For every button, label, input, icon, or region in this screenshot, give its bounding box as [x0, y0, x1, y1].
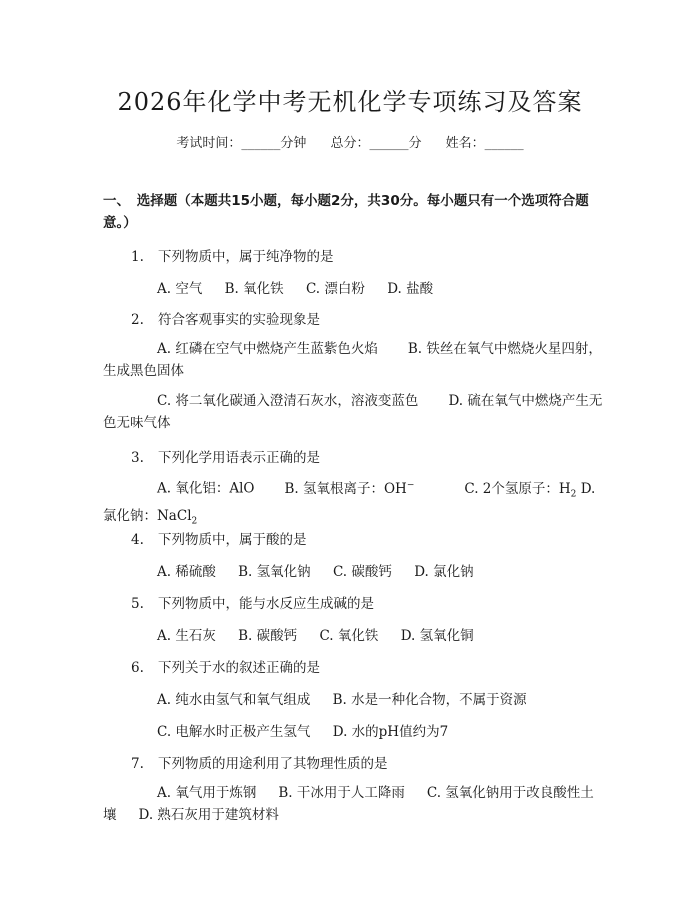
question-2 [131, 308, 320, 328]
option-a: A. 氧化铝：AlO [157, 480, 255, 497]
option-a: A. 氧气用于炼钢 [157, 785, 257, 801]
question-6 [131, 656, 320, 676]
option-c: C. 2个氢原子：$H_2$ [464, 480, 577, 500]
option-c: C. 碳酸钙 [332, 564, 392, 580]
option-d: D. 硫在氧气中燃烧产生无色无味气体 [103, 393, 603, 431]
question-text: 下列化学用语表示正确的是 [158, 450, 320, 466]
question-6-options-cd [157, 720, 466, 740]
subscript: 2 [191, 516, 198, 527]
question-4 [131, 528, 307, 548]
option-c: C. 电解水时正极产生氢气 [157, 724, 311, 740]
question-5-options [157, 624, 492, 644]
option-b: B. 氧化铁 [224, 281, 284, 297]
option-c: C. 将二氧化碳通入澄清石灰水，溶液变蓝色 [157, 393, 419, 409]
option-d: D. 氢氧化铜 [400, 628, 474, 644]
name-label: 姓名：______ [445, 136, 524, 151]
question-7-options [103, 782, 603, 826]
option-c: C. 氢氧化钠用于改良酸性土壤 [103, 785, 594, 823]
question-1-options [157, 277, 451, 297]
question-number: 6. [131, 660, 144, 676]
charge-superscript: − [406, 480, 415, 490]
question-text: 下列关于水的叙述正确的是 [158, 660, 320, 676]
question-text: 下列物质中，属于纯净物的是 [158, 249, 334, 265]
page-title: 2026年化学中考无机化学专项练习及答案 [117, 88, 583, 116]
question-text: 下列物质的用途利用了其物理性质的是 [158, 756, 388, 772]
question-1 [131, 245, 334, 265]
question-3-options [103, 474, 603, 533]
question-5 [131, 592, 374, 612]
question-text: 下列物质中，属于酸的是 [158, 532, 307, 548]
question-3 [131, 446, 320, 466]
exam-meta [0, 132, 700, 151]
time-label: 考试时间：______分钟 [176, 136, 307, 151]
option-b: B. 水是一种化合物，不属于资源 [332, 692, 527, 708]
section-heading: 一、 选择题（本题共15小题，每小题2分，共30分。每小题只有一个选项符合题意。） [103, 193, 589, 231]
option-c: C. 氧化铁 [319, 628, 379, 644]
question-number: 7. [131, 756, 144, 772]
option-a: A. 稀硫酸 [157, 564, 216, 580]
question-6-options-ab [157, 688, 545, 708]
question-number: 2. [131, 312, 144, 328]
option-b: B. 碳酸钙 [238, 628, 298, 644]
option-b: B. 干冰用于人工降雨 [278, 785, 405, 801]
option-b: B. 铁丝在氧气中燃烧火星四射，生成黑色固体 [103, 341, 602, 379]
option-d: D. 熟石灰用于建筑材料 [138, 807, 279, 823]
question-number: 4. [131, 532, 144, 548]
question-text: 符合客观事实的实验现象是 [158, 312, 320, 328]
option-d: D. 水的pH值约为7 [332, 724, 449, 740]
option-a: A. 红磷在空气中燃烧产生蓝紫色火焰 [157, 341, 378, 357]
option-a: A. 纯水由氢气和氧气组成 [157, 692, 311, 708]
option-b: B. 氢氧根离子：OH− [284, 480, 415, 497]
option-d: D. 氯化钠：NaCl$_2$ [103, 480, 596, 527]
question-7 [131, 752, 388, 772]
question-4-options [157, 560, 492, 580]
option-d: D. 氯化钠 [414, 564, 474, 580]
option-b: B. 氢氧化钠 [238, 564, 311, 580]
option-d: D. 盐酸 [387, 281, 434, 297]
question-number: 5. [131, 596, 144, 612]
question-2-options-ab [103, 338, 603, 382]
option-c: C. 漂白粉 [305, 281, 365, 297]
question-2-options-cd [103, 390, 603, 434]
subscript: 2 [570, 489, 577, 500]
option-a: A. 生石灰 [157, 628, 216, 644]
option-a: A. 空气 [157, 281, 203, 297]
question-number: 1. [131, 249, 144, 265]
question-text: 下列物质中，能与水反应生成碱的是 [158, 596, 374, 612]
score-label: 总分：______分 [330, 136, 422, 151]
question-number: 3. [131, 450, 144, 466]
